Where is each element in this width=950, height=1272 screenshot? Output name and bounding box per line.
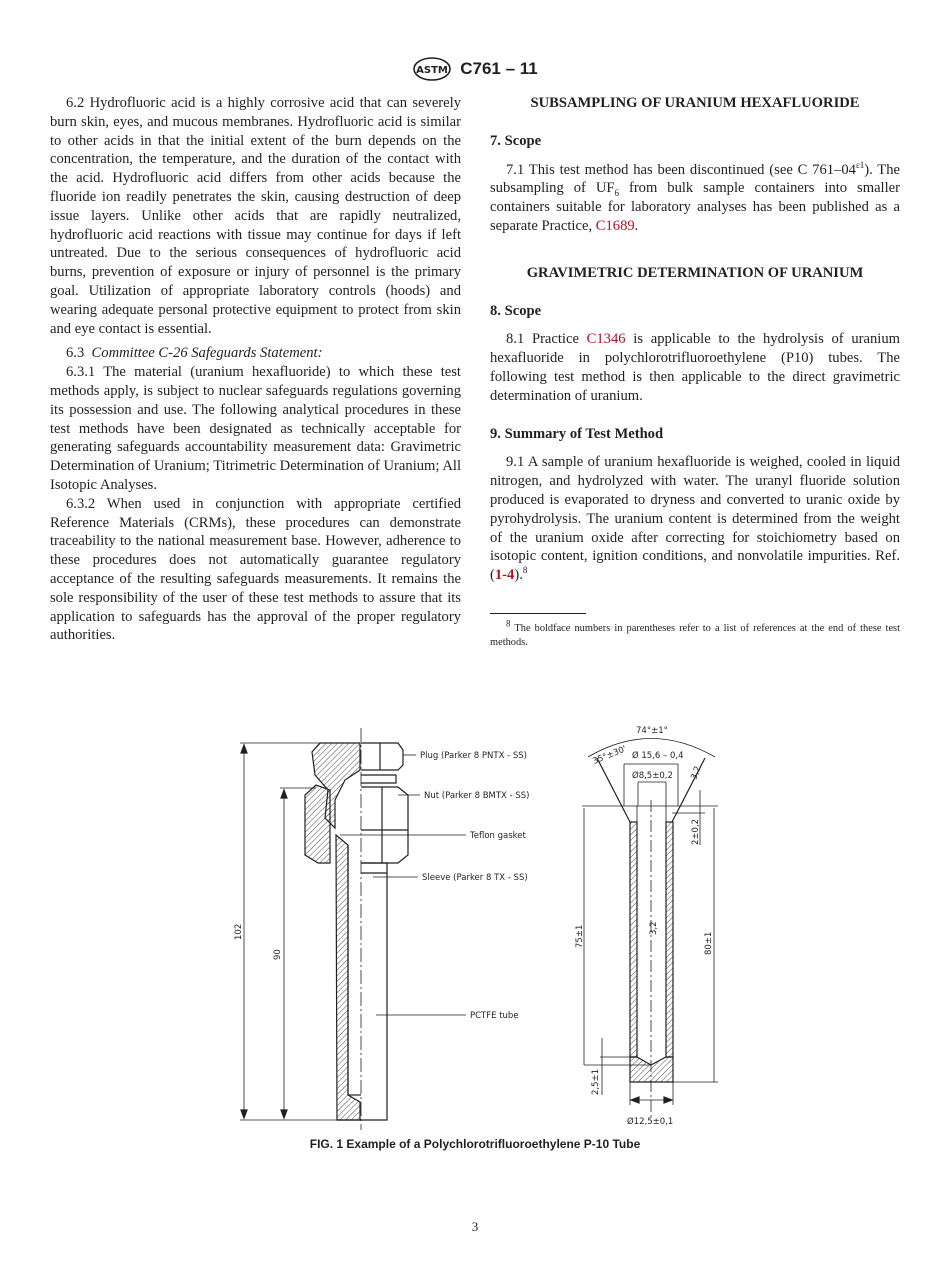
heading-8-scope: 8. Scope <box>490 302 542 319</box>
dim-roughness-mid: 3,2 <box>649 921 659 935</box>
label-sleeve: Sleeve (Parker 8 TX - SS) <box>422 873 528 883</box>
dim-overall-length: 102 <box>234 923 244 940</box>
paragraph-6-2: 6.2 Hydrofluoric acid is a highly corrosive acid that can severely burn skin, eyes, and mucous membranes. Hydrofluoric acid is similar to other acids in that the initial extent of the burn depends on the concentration, the temperature, and the duration of the contact with the acid. Hydrofluoric acid differs from other acids because the fluoride ion readily penetrates the skin, causing destruction of deep issue layers. Unlike other acids that are rapidly neutralized, hydrofluoric acid reactions with tissue may continue for days if left untreated. Due to the serious consequences of hydrofluoric acid burns, prevention of exposure or injury of personnel is the primary goal. Utilization of appropriate laboratory controls (hoods) and wearing adequate personal protective equipment to protect from skin and eye contact is essential. <box>50 95 461 337</box>
right-column <box>490 94 900 650</box>
dim-roughness-top: 3,2 <box>689 764 704 782</box>
dim-angle-half: 35°±30' <box>591 744 628 767</box>
astm-logo-icon <box>412 56 452 82</box>
paragraph-9-1 <box>490 453 900 585</box>
heading-7-scope: 7. Scope <box>490 132 542 149</box>
superscript: ε1 <box>855 159 865 170</box>
link-c1346[interactable]: C1346 <box>586 331 626 348</box>
svg-text:ASTM: ASTM <box>416 65 449 76</box>
text-run: 7.1 This test method has been discontinued (see C 761–04 <box>506 161 856 178</box>
label-gasket: Teflon gasket <box>470 831 526 841</box>
footnote-marker: 8 <box>522 565 528 576</box>
dim-flare-depth: 2±0,2 <box>691 818 701 845</box>
paragraph-8-1 <box>490 330 900 405</box>
paragraph-6-3-title: Committee C-26 Safeguards Statement: <box>91 345 323 362</box>
left-column <box>50 94 461 645</box>
link-c1689[interactable]: C1689 <box>595 217 635 234</box>
dim-length-80: 80±1 <box>704 931 714 955</box>
paragraph-6-3-2: 6.3.2 When used in conjunction with appropriate certified Reference Materials (CRMs), these procedures can demonstrate traceability to the national measurement base. However, adherence to these procedures does not automatically guarantee regulatory acceptance of the resulting safeguards measurements. It remains the sole responsibility of the user of these test methods to assure that its application to safeguards has the approval of the proper regulatory authorities. <box>50 495 461 644</box>
paragraph-6-3 <box>50 344 461 363</box>
section-title-subsampling: SUBSAMPLING OF URANIUM HEXAFLUORIDE <box>530 95 860 111</box>
label-plug: Plug (Parker 8 PNTX - SS) <box>420 751 527 761</box>
page-header <box>0 55 950 83</box>
footnote-8 <box>490 618 900 650</box>
footnote-number: 8 <box>506 618 511 629</box>
paragraph-7-1 <box>490 161 900 236</box>
text-run: 8.1 Practice <box>506 331 587 348</box>
figure-1-tube-drawing <box>200 715 760 1135</box>
dim-top-diameter: Ø 15,6 – 0,4 <box>632 751 684 761</box>
dim-inner-diameter: Ø8,5±0,2 <box>632 771 673 781</box>
text-run: ). The subsampling of UF <box>490 161 900 197</box>
dim-angle-total: 74°±1° <box>636 726 668 736</box>
dim-bottom-thickness: 2,5±1 <box>591 1068 601 1095</box>
text-run: is applicable to the hydrolysis of uranium hexafluoride in polychlorotrifluoroethylene (P10) tubes. The following test method is then applicable to the direct gravimetric determination of uranium. <box>490 331 900 404</box>
footnote-divider <box>490 613 586 614</box>
dim-outer-diameter: Ø12,5±0,1 <box>627 1117 674 1127</box>
dim-inner-length: 90 <box>273 949 283 960</box>
section-title-gravimetric: GRAVIMETRIC DETERMINATION OF URANIUM <box>526 264 864 281</box>
label-nut: Nut (Parker 8 BMTX - SS) <box>424 791 530 801</box>
paragraph-number: 6.3 <box>66 345 85 362</box>
dim-depth-75: 75±1 <box>575 924 585 948</box>
text-run: . <box>634 217 639 234</box>
heading-9-summary: 9. Summary of Test Method <box>490 425 664 442</box>
page-number: 3 <box>471 1219 479 1234</box>
standard-designation: C761 – 11 <box>460 59 538 78</box>
text-run: 9.1 A sample of uranium hexafluoride is weighed, cooled in liquid nitrogen, and hydrolyzed with water. The uranyl fluoride solution produced is evaporated to dryness and converted to uranic oxide by pyrohydrolysis. The uranium content is determined from the weight of the uranium oxide after correcting for stoichiometry based on isotopic content, ignition conditions, and nonvolatile impurities. Ref. ( <box>490 454 900 584</box>
paragraph-6-3-1: 6.3.1 The material (uranium hexafluoride) to which these test methods apply, is subject to nuclear safeguards regulations governing its possession and use. The following analytical procedures in these test methods have been designated as technically acceptable for generating safeguards accountability measurement data: Gravimetric Determination of Uranium; Titrimetric Determination of Uranium; All Isotopic Analyses. <box>50 364 461 493</box>
subscript: 6 <box>614 188 619 199</box>
footnote-text: The boldface numbers in parentheses refer to a list of references at the end of these test methods. <box>490 622 900 648</box>
link-references-1-4[interactable]: 1-4 <box>494 567 515 584</box>
label-tube: PCTFE tube <box>470 1011 519 1021</box>
text-run: from bulk sample containers into smaller containers suitable for laboratory analyses has been published as a separate Practice, <box>490 180 900 234</box>
figure-caption: FIG. 1 Example of a Polychlorotrifluoroethylene P-10 Tube <box>309 1137 641 1151</box>
text-run: ). <box>514 567 523 584</box>
